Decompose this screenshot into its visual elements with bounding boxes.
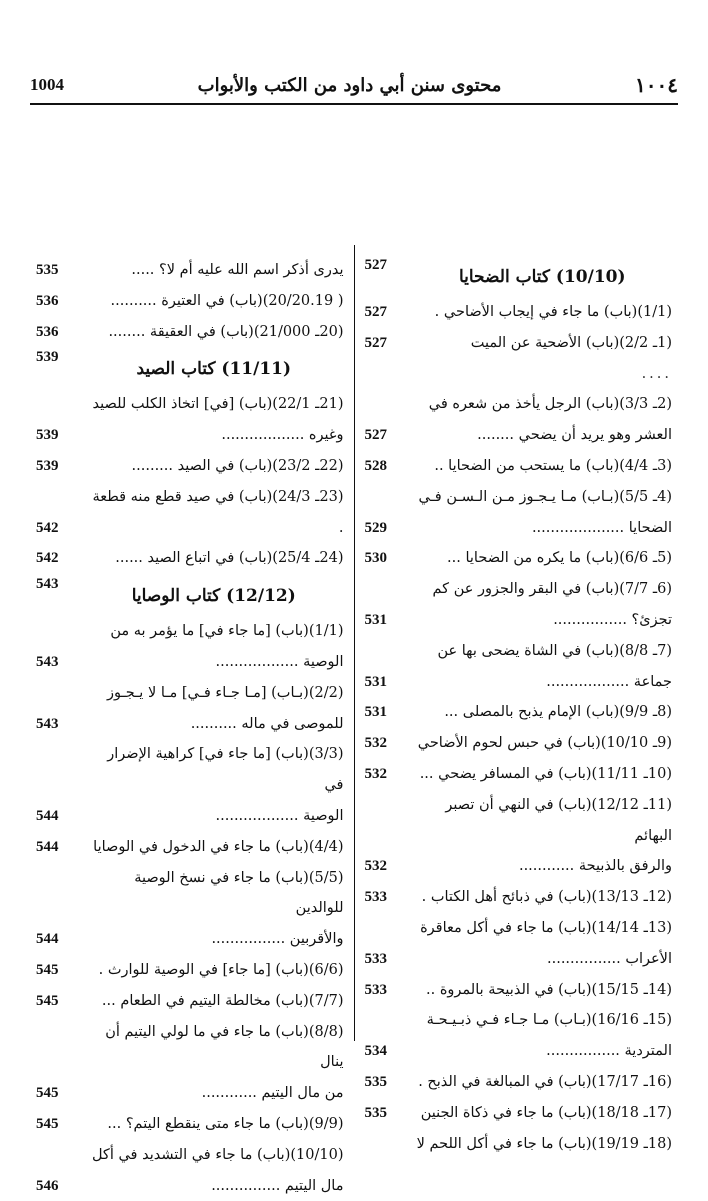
toc-entry	[36, 924, 344, 955]
toc-page-number: 527	[364, 427, 387, 444]
toc-entry-text: (11ـ 12/12)(باب) في النهي أن تصبر البهائم	[445, 796, 672, 844]
toc-entry-text: للموصى في ماله ..........	[190, 715, 344, 732]
toc-entry	[36, 647, 344, 678]
toc-page-number: 545	[36, 1085, 59, 1102]
toc-entry	[365, 728, 673, 759]
toc-entry	[365, 605, 673, 636]
toc-page-number: 535	[364, 1104, 387, 1121]
toc-book-heading	[36, 347, 344, 389]
toc-page-number: 543	[36, 715, 59, 732]
toc-entry	[36, 616, 344, 647]
toc-entry	[365, 328, 673, 359]
toc-entry	[36, 1078, 344, 1109]
toc-entry-text: جماعة ..................	[546, 673, 672, 690]
toc-page-number: 533	[364, 950, 387, 967]
toc-entry-text: (10ـ 11/11)(باب) في المسافر يضحي ...	[419, 765, 672, 782]
toc-entry	[365, 420, 673, 451]
toc-entry	[36, 739, 344, 801]
toc-entry-text: والرفق بالذبيحة ............	[518, 858, 672, 875]
toc-page-number: 539	[36, 427, 59, 444]
toc-entry-text: ( 20/20.19)(باب) في العتيرة ..........	[110, 292, 344, 309]
toc-entry	[365, 790, 673, 852]
toc-entry-text: (10/10) كتاب الضحايا	[458, 267, 626, 287]
toc-entry-text: ....	[641, 365, 672, 382]
toc-entry-text: (4ـ 5/5)(بـاب) مـا يـجـوز مـن الـسـن فـي	[418, 488, 672, 505]
toc-entry-text: (20ـ 21/000)(باب) في العقيقة ........	[108, 323, 344, 340]
toc-page-number: 544	[36, 838, 59, 855]
toc-page-number: 535	[36, 262, 59, 278]
toc-page-number: 528	[364, 457, 387, 474]
toc-entry-text: (4/4)(باب) ما جاء في الدخول في الوصايا	[93, 838, 344, 855]
toc-entry	[365, 944, 673, 975]
page-number-latin: 1004	[30, 75, 64, 94]
toc-entry-text: (17ـ 18/18)(باب) ما جاء في ذكاة الجنين	[420, 1104, 672, 1121]
toc-entry	[365, 759, 673, 790]
toc-entry-text: مال اليتيم ...............	[211, 1177, 344, 1194]
toc-entry	[365, 574, 673, 605]
toc-entry	[36, 317, 344, 348]
toc-entry-text: (5/5)(باب) ما جاء في نسخ الوصية للوالدين	[134, 869, 344, 917]
toc-entry	[365, 697, 673, 728]
toc-entry	[365, 851, 673, 882]
toc-entry	[36, 709, 344, 740]
toc-entry	[36, 863, 344, 925]
toc-entry	[365, 297, 673, 328]
toc-page-number: 543	[36, 653, 59, 670]
page-number-arabic: ١٠٠٤	[635, 73, 678, 97]
toc-entry-text: (21ـ 22/1)(باب) [في] اتخاذ الكلب للصيد	[92, 396, 344, 413]
toc-entry-text: (23ـ 24/3)(باب) في صيد قطع منه قطعة .	[92, 488, 344, 536]
toc-entry	[365, 636, 673, 667]
toc-page-number: 532	[364, 858, 387, 875]
toc-page-number: 531	[364, 704, 387, 721]
toc-entry-text: (2ـ 3/3)(باب) الرجل يأخذ من شعره في	[428, 396, 672, 413]
toc-page-number: 530	[364, 550, 387, 567]
toc-entry-text: (16ـ 17/17)(باب) في المبالغة في الذبح .	[418, 1073, 672, 1090]
toc-entry	[36, 801, 344, 832]
toc-page-number: 531	[364, 611, 387, 628]
toc-entry	[365, 1005, 673, 1036]
toc-entry	[36, 1109, 344, 1140]
toc-entry-text: (8/8)(باب) ما جاء في ما لولي اليتيم أن ينال	[105, 1023, 344, 1071]
toc-page-number: 527	[364, 257, 387, 273]
toc-entry	[365, 913, 673, 944]
toc-entry	[365, 975, 673, 1006]
toc-page-number: 532	[364, 765, 387, 782]
toc-page-number: 533	[364, 889, 387, 906]
toc-entry-text: (14ـ 15/15)(باب) في الذبيحة بالمروة ..	[426, 981, 672, 998]
toc-page-number: 542	[36, 519, 59, 536]
toc-entry-text: (11/11) كتاب الصيد	[136, 359, 292, 380]
toc-entry-text: يدرى أذكر اسم الله عليه أم لا؟ .....	[131, 262, 344, 278]
toc-page-number: 545	[36, 992, 59, 1009]
toc-entry	[36, 286, 344, 317]
toc-page-number: 536	[36, 323, 59, 340]
toc-page-number: 532	[364, 735, 387, 752]
toc-entry-text: (1ـ 2/2)(باب) الأضحية عن الميت	[470, 334, 672, 351]
toc-entry-text: (12ـ 13/13)(باب) في ذبائح أهل الكتاب .	[421, 889, 672, 906]
toc-entry	[36, 1171, 344, 1201]
toc-entry-text: (22ـ 23/2)(باب) في الصيد .........	[131, 457, 344, 474]
toc-entry-text: (6/6)(باب) [ما جاء] في الوصية للوارث .	[98, 961, 344, 978]
toc-page-number: 527	[364, 304, 387, 320]
toc-entry-text: (1/1)(باب) [ما جاء في] ما يؤمر به من	[110, 623, 344, 640]
toc-entry	[365, 513, 673, 544]
toc-page-number: 545	[36, 961, 59, 978]
toc-entry-text: (3/3)(باب) [ما جاء في] كراهية الإضرار في	[107, 746, 344, 794]
toc-page-number: 534	[364, 1043, 387, 1060]
toc-entry-text: (12/12) كتاب الوصايا	[131, 586, 296, 607]
running-title: محتوى سنن أبي داود من الكتب والأبواب	[197, 74, 502, 96]
toc-entry-text: (9/9)(باب) ما جاء متى ينقطع اليتم؟ ...	[107, 1115, 344, 1132]
toc-entry-text: (7ـ 8/8)(باب) في الشاة يضحى بها عن	[437, 642, 672, 659]
toc-page-number: 533	[364, 981, 387, 998]
toc-entry-text: المتردية ................	[546, 1043, 672, 1060]
toc-page-number: 529	[364, 519, 387, 536]
toc-page-number: 539	[36, 349, 59, 366]
toc-entry	[36, 543, 344, 574]
toc-entry	[36, 451, 344, 482]
toc-page-number: 544	[36, 931, 59, 948]
toc-entry	[365, 451, 673, 482]
toc-entry	[365, 667, 673, 698]
toc-page-number: 544	[36, 807, 59, 824]
toc-book-heading	[36, 574, 344, 616]
toc-page-number: 546	[36, 1177, 59, 1194]
toc-entry	[36, 955, 344, 986]
toc-entry-text: من مال اليتيم ............	[201, 1085, 344, 1102]
toc-page-number: 539	[36, 457, 59, 474]
toc-entry-text: (15ـ 16/16)(بـاب) مـا جـاء فـي ذبـيـحـة	[426, 1012, 672, 1029]
toc-entry	[36, 255, 344, 286]
toc-entry	[365, 882, 673, 913]
toc-entry	[36, 389, 344, 420]
toc-entry-text: الوصية ..................	[215, 807, 344, 824]
toc-entry-text: (18ـ 19/19)(باب) ما جاء في أكل اللحم لا	[416, 1135, 672, 1152]
toc-entry-text: والأقربين ................	[211, 931, 344, 948]
toc-page-number: 545	[36, 1115, 59, 1132]
toc-entry	[365, 543, 673, 574]
toc-entry-text: (13ـ 14/14)(باب) ما جاء في أكل معاقرة	[420, 919, 672, 936]
toc-entry-text: (10/10)(باب) ما جاء في التشديد في أكل	[91, 1146, 344, 1163]
toc-entry	[36, 482, 344, 544]
toc-entry-text: (1/1)(باب) ما جاء في إيجاب الأضاحي .	[434, 304, 672, 320]
toc-entry	[36, 832, 344, 863]
toc-entry-text: (6ـ 7/7)(باب) في البقر والجزور عن كم	[432, 581, 672, 598]
toc-columns	[36, 255, 672, 1194]
toc-page-number: 543	[36, 576, 59, 593]
toc-entry	[365, 482, 673, 513]
toc-entry-text: (5ـ 6/6)(باب) ما يكره من الضحايا ...	[447, 550, 672, 567]
toc-entry-text: وغيره ..................	[221, 427, 344, 444]
toc-page-number: 536	[36, 292, 59, 309]
toc-entry	[365, 359, 673, 390]
page-header	[30, 70, 678, 100]
toc-entry	[36, 678, 344, 709]
toc-entry-text: (9ـ 10/10)(باب) في حبس لحوم الأضاحي	[417, 735, 672, 752]
toc-left-column	[36, 255, 354, 1194]
toc-entry-text: تجزئ؟ ................	[553, 611, 672, 628]
toc-entry-text: (7/7)(باب) مخالطة اليتيم في الطعام ...	[101, 992, 344, 1009]
toc-entry-text: الأعراب ................	[547, 950, 672, 967]
toc-entry	[36, 1140, 344, 1171]
toc-page-number: 531	[364, 673, 387, 690]
toc-page-number: 542	[36, 550, 59, 567]
toc-entry	[365, 1098, 673, 1129]
toc-entry-text: (24ـ 25/4)(باب) في اتباع الصيد ......	[115, 550, 344, 567]
toc-book-heading	[365, 255, 673, 297]
toc-entry	[36, 1017, 344, 1079]
toc-entry	[365, 1129, 673, 1160]
toc-entry	[365, 1036, 673, 1067]
toc-entry-text: (8ـ 9/9)(باب) الإمام يذبح بالمصلى ...	[444, 704, 672, 721]
toc-right-column	[355, 255, 673, 1152]
toc-entry-text: الوصية ..................	[215, 653, 344, 670]
header-rule	[30, 103, 678, 105]
toc-page-number: 527	[364, 334, 387, 351]
toc-entry-text: (2/2)(بـاب) [مـا جـاء فـي] مـا لا يـجـوز	[106, 684, 344, 701]
toc-entry	[36, 986, 344, 1017]
toc-entry	[365, 389, 673, 420]
toc-page-number: 535	[364, 1073, 387, 1090]
toc-entry	[36, 420, 344, 451]
toc-entry-text: (3ـ 4/4)(باب) ما يستحب من الضحايا ..	[434, 457, 672, 474]
toc-entry-text: العشر وهو يريد أن يضحي ........	[477, 427, 672, 444]
toc-entry	[365, 1067, 673, 1098]
toc-entry-text: الضحايا ....................	[531, 519, 672, 536]
